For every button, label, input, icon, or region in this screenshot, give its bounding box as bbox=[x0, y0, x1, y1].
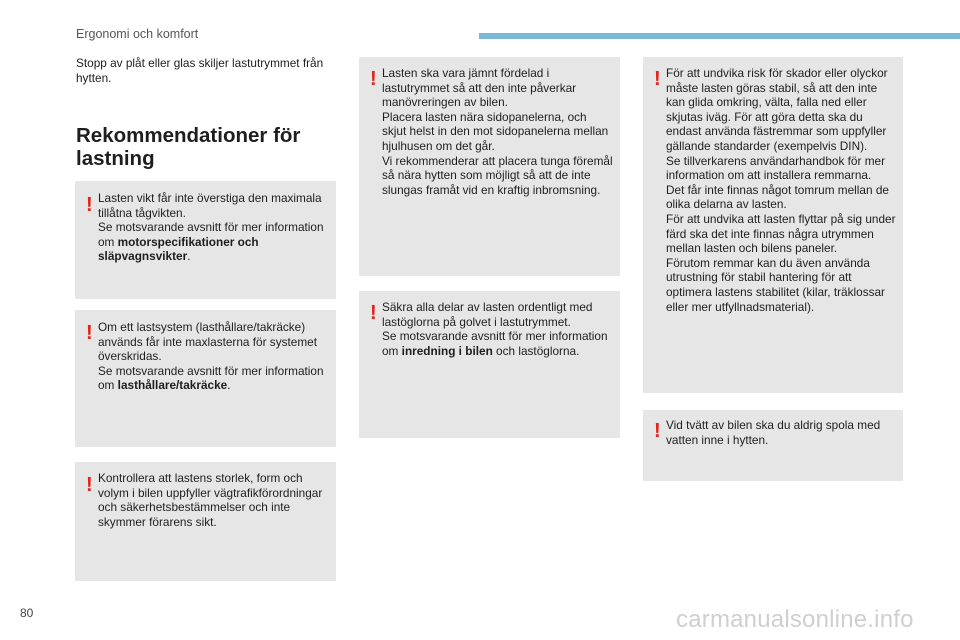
section-header-title: Ergonomi och komfort bbox=[76, 27, 199, 41]
warning-box-securing bbox=[359, 291, 620, 438]
warning-text: Säkra alla delar av lasten ordentligt med lastöglorna på golvet i lastutrymmet. Se motsvarande avsnitt för mer information om inredning i bilen och lastöglorna. bbox=[382, 300, 608, 358]
section-heading: Rekommendationer för lastning bbox=[76, 124, 301, 170]
warning-text: För att undvika risk för skador eller olyckor måste lasten göras stabil, så att den inte kan glida omkring, välta, falla ned eller skjutas iväg. För att göra detta ska du endast använda fästremmar som uppfyller gällande standarder (exempelvis DIN). Se tillverkarens användarhandbok för mer information om att installera remmarna. Det får inte finnas något tomrum mellan de olika delarna av lasten. För att undvika att lasten flyttar på sig under färd ska det inte finnas några utrymmen mellan lasten och bilens paneler. Förutom remmar kan du även använda utrustning för stabil hantering för att optimera lastens stabilitet (kilar, träklossar eller mer utfyllnadsmaterial). bbox=[666, 66, 896, 314]
warning-icon: ! bbox=[370, 68, 377, 90]
warning-text: Om ett lastsystem (lasthållare/takräcke) används får inte maxlasterna för systemet överskridas. Se motsvarande avsnitt för mer information om lasthållare/takräcke. bbox=[98, 320, 324, 393]
warning-icon: ! bbox=[370, 302, 377, 324]
warning-box-washing bbox=[643, 410, 903, 481]
page-number: 80 bbox=[20, 606, 34, 620]
warning-icon: ! bbox=[654, 420, 661, 442]
warning-text: Kontrollera att lastens storlek, form och volym i bilen uppfyller vägtrafikförordningar och säkerhetsbestämmelser och inte skymmer förarens sikt. bbox=[98, 471, 323, 529]
cross-reference-link[interactable]: inredning i bilen bbox=[401, 343, 493, 358]
warning-icon: ! bbox=[86, 322, 93, 344]
intro-paragraph: Stopp av plåt eller glas skiljer lastutrymmet från hytten. bbox=[76, 56, 324, 85]
warning-icon: ! bbox=[86, 194, 93, 216]
warning-text: Vid tvätt av bilen ska du aldrig spola med vatten inne i hytten. bbox=[666, 418, 881, 447]
warning-icon: ! bbox=[654, 68, 661, 90]
cross-reference-link[interactable]: motorspecifikationer och släpvagnsvikter bbox=[98, 234, 259, 264]
cross-reference-link[interactable]: lasthållare/takräcke bbox=[117, 378, 228, 393]
warning-text: Lasten vikt får inte överstiga den maximala tillåtna tågvikten. Se motsvarande avsnitt för mer information om motorspecifikationer och släpvagnsvikter. bbox=[98, 191, 324, 264]
warning-box-straps bbox=[643, 57, 903, 393]
watermark: carmanualsonline.info bbox=[676, 606, 914, 633]
warning-text: Lasten ska vara jämnt fördelad i lastutrymmet så att den inte påverkar manövreringen av bilen. Placera lasten nära sidopanelerna, och skjut helst in den mot sidopanelerna mellan hjulhusen om det går. Vi rekommenderar att placera tunga föremål så nära hytten som möjligt så att de inte slungas framåt vid en kraftig inbromsning. bbox=[382, 66, 613, 197]
warning-icon: ! bbox=[86, 474, 93, 496]
warning-box-load-distribution bbox=[359, 57, 620, 276]
warning-box-load-size bbox=[75, 462, 336, 581]
warning-box-weight bbox=[75, 181, 336, 299]
warning-box-roof-rack bbox=[75, 310, 336, 447]
header-accent-bar bbox=[479, 33, 960, 39]
